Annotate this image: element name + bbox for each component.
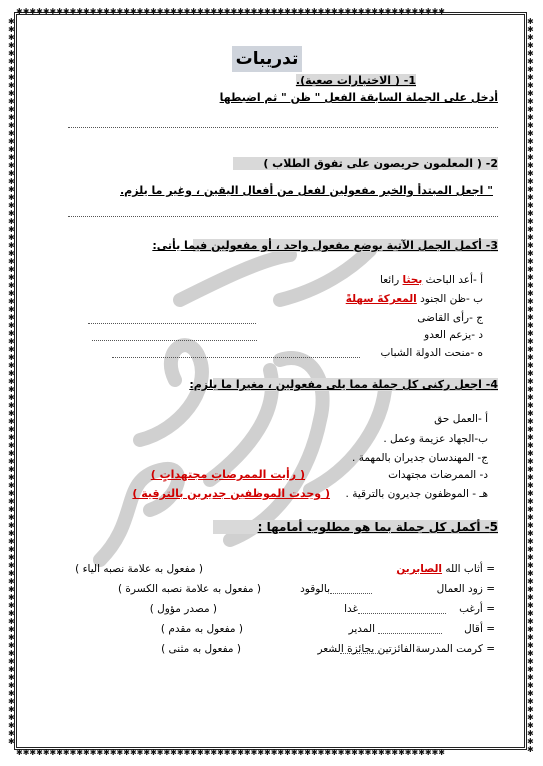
q3-header: 3- أكمل الجمل الآتية بوضع مفعول واحد ، أو مفعولين فيما يأتى: [152,239,498,252]
q3-item-b [346,293,483,305]
q3-item-d-line [92,340,257,341]
bottom-star-border: ✱✱✱✱✱✱✱✱✱✱✱✱✱✱✱✱✱✱✱✱✱✱✱✱✱✱✱✱✱✱✱✱✱✱✱✱✱✱✱✱✱✱✱✱✱✱✱✱✱✱✱✱✱✱✱✱✱✱✱✱✱✱✱✱ [16,748,445,757]
q4-item-a: أ -العمل حق [434,413,488,425]
q3-item-b-prefix: ب -ظن الجنود [416,293,483,305]
q4-item-d: د- الممرضات مجتهدات [388,469,488,481]
q5-item-4-line [378,633,442,634]
q5-item-2-mid: بالوقود [300,583,330,595]
q2-instruction: " اجعل المبتدأ والخبر مفعولين لفعل من أفعال اليقين ، وغير ما يلزم. [120,184,493,197]
q3-item-e: ه -منحت الدولة الشباب [380,347,483,359]
right-star-border: ✱✱✱✱✱✱✱✱✱✱✱✱✱✱✱✱✱✱✱✱✱✱✱✱✱✱✱✱✱✱✱✱✱✱✱✱✱✱✱✱✱✱✱✱✱✱✱✱✱✱✱✱✱✱✱✱✱✱✱✱✱✱✱✱✱✱✱✱✱✱✱✱✱✱✱✱✱✱✱✱✱✱✱✱✱✱✱✱✱✱✱✱ [527,17,534,754]
q5-item-4-hint: ( مفعول به مقدم ) [160,623,243,635]
q5-item-1-text: = أثاب الله [442,563,495,575]
q5-item-1-answer: الصابرين [396,563,443,575]
q1-header: 1- ( الاختبارات صعبة). [295,74,416,87]
q5-item-5-text: = كرمت المدرسة [415,643,495,655]
q5-item-2-line [330,593,372,594]
q4-item-d-answer: ( رأيت الممرضاتِ مجتهداتٍ ) [150,468,305,481]
q5-item-3-line [358,613,446,614]
q2-answer-line [68,216,498,217]
q5-header: 5- أكمل كل جملة بما هو مطلوب أمامها : [213,520,498,534]
q3-item-a-answer: بحثا [402,274,423,286]
q3-item-b-answer: المعركةَ سهلةً [345,293,417,305]
q5-item-5-hint: ( مفعول به مثنى ) [161,643,241,655]
q3-item-a-suffix: رائعا [380,274,403,286]
q5-item-2-text: = زود العمال [436,583,495,595]
q3-item-a-prefix: أ -أعد الباحث [422,274,483,286]
q4-item-e-answer: ( وجدت الموظفين جديرين بالترقية ) [132,487,330,500]
q4-item-b: ب-الجهاد عزيمة وعمل . [383,433,488,445]
q5-item-3-hint: ( مصدر مؤول ) [149,603,217,615]
q3-item-e-line [112,357,360,358]
q5-item-1-hint: ( مفعول به علامة نصبه الياء ) [75,563,203,575]
page-title: تدريبات [232,46,302,72]
q5-item-3-mid: غدا [344,603,358,615]
q2-header: 2- ( المعلمون حريصون على تفوق الطلاب ) [233,157,498,170]
q5-item-4-mid: المدير [348,623,375,635]
q5-item-2-hint: ( مفعول به علامة نصبه الكسرة ) [117,583,261,595]
top-star-border: ✱✱✱✱✱✱✱✱✱✱✱✱✱✱✱✱✱✱✱✱✱✱✱✱✱✱✱✱✱✱✱✱✱✱✱✱✱✱✱✱✱✱✱✱✱✱✱✱✱✱✱✱✱✱✱✱✱✱✱✱✱✱✱✱ [16,7,445,16]
left-star-border: ✱✱✱✱✱✱✱✱✱✱✱✱✱✱✱✱✱✱✱✱✱✱✱✱✱✱✱✱✱✱✱✱✱✱✱✱✱✱✱✱✱✱✱✱✱✱✱✱✱✱✱✱✱✱✱✱✱✱✱✱✱✱✱✱✱✱✱✱✱✱✱✱✱✱✱✱✱✱✱✱✱✱✱✱✱✱✱✱✱✱✱ [8,17,15,746]
q1-answer-line [68,127,498,128]
q5-item-3-text: = أرغب [459,603,495,615]
q5-item-1 [396,563,495,575]
q4-header: 4- اجعل ركنى كل جملة مما يلى مفعولين ، مغيرا ما يلزم: [189,378,498,391]
q5-item-5-mid: الفائزتين بجائزة الشعر [317,643,415,655]
q3-item-c-line [88,323,256,324]
q3-item-d: د -يزعم العدو [424,329,483,341]
q4-item-e: هـ - الموظفون جديرون بالترقية . [345,488,488,500]
q3-item-c: ج -رأى القاضى [417,312,483,324]
q3-item-a [380,274,483,286]
q4-item-c: ج- المهندسان جديران بالمهمة . [352,452,488,464]
q1-instruction: أدخل على الجملة السابقة الفعل " ظن " ثم اضبطها [219,91,498,104]
q5-item-4-text: = أقال [464,623,495,635]
